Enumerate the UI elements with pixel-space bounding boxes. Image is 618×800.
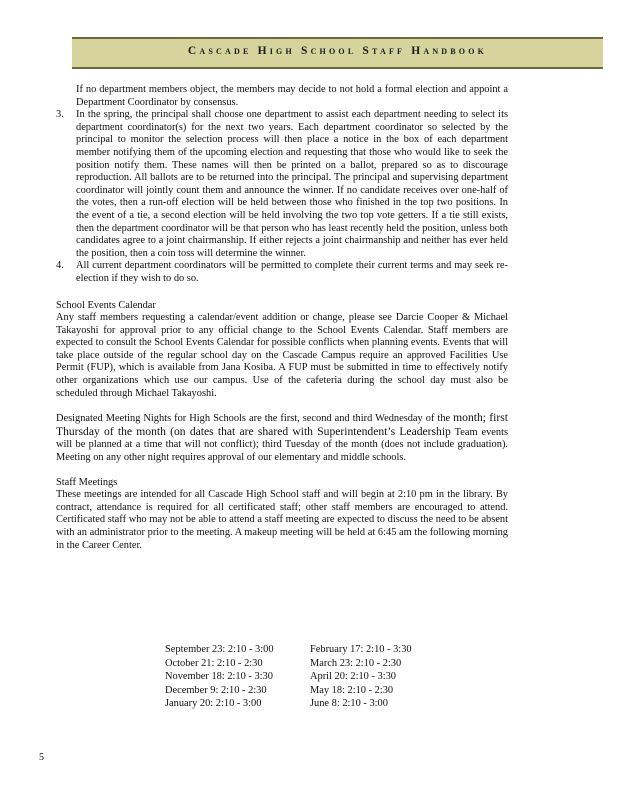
schedule-date-right: May 18: 2:10 - 2:30: [310, 684, 394, 696]
list-item-text: In the spring, the principal shall choose one department to assist each department needing to select its department coordinator(s) for the next two years. Each department coordinator so selected by the principal to monitor the selection process will then place a notice in the box of each department member notifying them of the upcoming election and requesting that those who would like to seek the position notify them. These names will then be printed on a ballot, prepared so as to discourage reproduction. All ballots are to be returned into the principal. The principal and supervising department coordinator will jointly count them and announce the winner. If no candidate receives over one-half of the votes, then a run-off election will be held between those who finished in the top two positions. In the event of a tie, a second election will be held involving the two top vote getters. If a tie still exists, then the department coordinator will be that person who has least recently held the position, unless both candidates agree to a joint chairmanship. If either rejects a joint chairmanship and neither has ever held the position, then a coin toss will determine the winner.: [76, 109, 508, 259]
meeting-nights-text-2: month; first Thursday of the month (on dates that are shared with Superintendent’s Leadership: [56, 411, 508, 438]
page-number: 5: [39, 752, 44, 763]
schedule-row: [165, 657, 412, 671]
meeting-nights-paragraph: [56, 412, 508, 464]
list-number: 3.: [56, 109, 64, 121]
schedule-date-left: November 18: 2:10 - 3:30: [165, 671, 273, 683]
meeting-nights-text-3: Team events will be planned at a time that will not conflict); third Tuesday of the month (does not include graduation). Meeting on any other night requires approval of our elementary and middle schools.: [56, 426, 508, 464]
list-number: 4.: [56, 260, 64, 272]
schedule-row: [165, 670, 412, 684]
meeting-nights-text-1: Designated Meeting Nights for High Schools are the first, second and third Wednesday of the: [56, 413, 454, 425]
schedule-date-left: January 20: 2:10 - 3:00: [165, 698, 262, 710]
schedule-row: [165, 697, 412, 711]
events-calendar-heading: School Events Calendar: [56, 299, 156, 311]
schedule-date-left: December 9: 2:10 - 2:30: [165, 684, 267, 696]
election-intro-paragraph: If no department members object, the members may decide to not hold a formal election and appoint a Department Coordinator by consensus.: [76, 84, 508, 108]
events-calendar-paragraph: Any staff members requesting a calendar/event addition or change, please see Darcie Cooper & Michael Takayoshi for approval prior to any official change to the School Events Calendar. Staff members are expected to consult the School Events Calendar for possible conflicts when planning events. Events that will take place outside of the regular school day on the Cascade Campus require an approved Facilities Use Permit (FUP), which is available from Jana Kosiba. A FUP must be submitted in time to effectively notify other organizations which use our campus. Use of the cafeteria during the school day must also be scheduled through Michael Takayoshi.: [56, 312, 508, 399]
handbook-header-bar: [72, 37, 603, 69]
schedule-date-right: June 8: 2:10 - 3:00: [310, 698, 388, 710]
schedule-date-left: September 23: 2:10 - 3:00: [165, 644, 274, 655]
staff-meetings-heading: Staff Meetings: [56, 476, 118, 488]
schedule-date-right: March 23: 2:10 - 2:30: [310, 657, 402, 669]
list-item-3: [56, 109, 508, 260]
schedule-date-right: April 20: 2:10 - 3:30: [310, 671, 397, 683]
list-item-4: [56, 260, 508, 285]
schedule-date-left: October 21: 2:10 - 2:30: [165, 657, 263, 669]
staff-meetings-paragraph: These meetings are intended for all Cascade High School staff and will begin at 2:10 pm in the library. By contract, attendance is required for all certificated staff; other staff members are encouraged to attend. Certificated staff who may not be able to attend a staff meeting are expected to discuss the need to be absent with an administrator prior to the meeting. A makeup meeting will be held at 6:45 am the following morning in the Career Center.: [56, 489, 508, 551]
handbook-title: Cascade High School Staff Handbook: [187, 45, 488, 57]
page-content: [56, 84, 508, 552]
schedule-row: [165, 684, 412, 698]
schedule-date-right: February 17: 2:10 - 3:30: [310, 644, 412, 655]
schedule-row: [165, 643, 412, 657]
staff-meeting-schedule: [165, 643, 412, 711]
list-item-text: All current department coordinators will be permitted to complete their current terms and may seek re-election if they wish to do so.: [76, 260, 508, 284]
